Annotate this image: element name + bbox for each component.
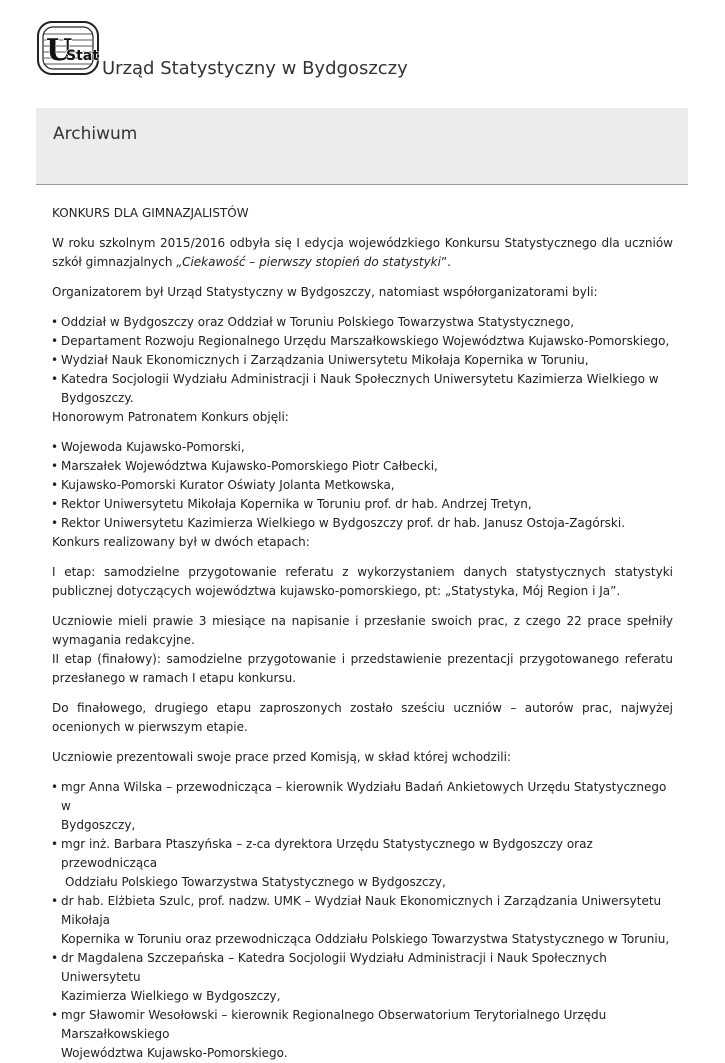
us-stat-logo-icon[interactable] <box>36 20 100 76</box>
contest-title: „Ciekawość – pierwszy stopień do statystyki <box>176 255 441 269</box>
intro-paragraph <box>52 234 673 272</box>
list-item <box>52 835 673 892</box>
intro-text: W roku szkolnym 2015/2016 odbyła się I edycja wojewódzkiego Konkursu Statystycznego dla uczniów szkół gimnazjalnych <box>52 236 673 269</box>
member-line-cont: Oddziału Polskiego Towarzystwa Statystycznego w Bydgoszczy, <box>65 875 446 889</box>
article-heading: KONKURS DLA GIMNAZJALISTÓW <box>52 206 249 220</box>
member-line: mgr inż. Barbara Ptaszyńska – z-ca dyrektora Urzędu Statystycznego w Bydgoszczy oraz przewodnicząca <box>61 837 593 870</box>
svg-text:Stat: Stat <box>66 48 99 64</box>
member-line: dr hab. Elżbieta Szulc, prof. nadzw. UMK – Wydział Nauk Ekonomicznych i Zarządzania Uniwersytetu Mikołaja <box>61 894 662 927</box>
stage-two: II etap (finałowy): samodzielne przygotowanie i przedstawienie prezentacji przygotowanego referatu przesłanego w ramach I etapu konkursu. <box>52 652 673 685</box>
patrons-list <box>52 438 673 533</box>
organizers-intro: Organizatorem był Urząd Statystyczny w Bydgoszczy, natomiast współorganizatorami byli: <box>52 285 598 299</box>
site-header <box>36 20 696 80</box>
stage-one-result: Uczniowie mieli prawie 3 miesiące na napisanie i przesłanie swoich prac, z czego 22 prace spełniły wymagania redakcyjne. <box>52 614 673 647</box>
article-content <box>52 204 673 1063</box>
list-item: • Rektor Uniwersytetu Kazimierza Wielkiego w Bydgoszczy prof. dr hab. Janusz Ostoja-Zagórski. <box>52 514 673 533</box>
member-line: mgr Anna Wilska – przewodnicząca – kierownik Wydziału Badań Ankietowych Urzędu Statystycznego w <box>61 780 667 813</box>
member-line-cont: Kopernika w Toruniu oraz przewodnicząca Oddziału Polskiego Towarzystwa Statystycznego w Toruniu, <box>61 932 670 946</box>
patronage-intro: Honorowym Patronatem Konkurs objęli: <box>52 410 289 424</box>
stage-one: I etap: samodzielne przygotowanie referatu z wykorzystaniem danych statystycznych statystyki publicznej dotyczących województwa kujawsko-pomorskiego, pt: „Statystyka, Mój Region i Ja”. <box>52 565 673 598</box>
list-item: • Wojewoda Kujawsko-Pomorski, <box>52 438 673 457</box>
list-item <box>52 949 673 1006</box>
member-line-cont: Kazimierza Wielkiego w Bydgoszczy, <box>61 989 281 1003</box>
list-item: • Katedra Socjologii Wydziału Administracji i Nauk Społecznych Uniwersytetu Kazimierza Wielkiego w Bydgoszczy. <box>52 370 673 408</box>
member-line: dr Magdalena Szczepańska – Katedra Socjologii Wydziału Administracji i Nauk Społecznych Uniwersytetu <box>61 951 607 984</box>
member-line-cont: Bydgoszczy, <box>61 818 136 832</box>
list-item: • Kujawsko-Pomorski Kurator Oświaty Jolanta Metkowska, <box>52 476 673 495</box>
list-item: • Rektor Uniwersytetu Mikołaja Kopernika w Toruniu prof. dr hab. Andrzej Tretyn, <box>52 495 673 514</box>
member-line-cont: Województwa Kujawsko-Pomorskiego. <box>61 1046 288 1060</box>
final-invite: Do finałowego, drugiego etapu zaproszonych zostało sześciu uczniów – autorów prac, najwyżej ocenionych w pierwszym etapie. <box>52 701 673 734</box>
page-title: Archiwum <box>53 124 138 144</box>
list-item <box>52 778 673 835</box>
section-band <box>36 108 688 185</box>
list-item <box>52 1006 673 1063</box>
stages-intro: Konkurs realizowany był w dwóch etapach: <box>52 535 310 549</box>
intro-tail: ”. <box>440 255 451 269</box>
list-item: • Oddział w Bydgoszczy oraz Oddział w Toruniu Polskiego Towarzystwa Statystycznego, <box>52 313 673 332</box>
list-item: • Departament Rozwoju Regionalnego Urzędu Marszałkowskiego Województwa Kujawsko-Pomorskiego, <box>52 332 673 351</box>
site-title[interactable]: Urząd Statystyczny w Bydgoszczy <box>102 58 408 79</box>
commission-list <box>52 778 673 1063</box>
co-organizers-list <box>52 313 673 408</box>
list-item <box>52 892 673 949</box>
commission-intro: Uczniowie prezentowali swoje prace przed Komisją, w skład której wchodzili: <box>52 750 512 764</box>
list-item: • Marszałek Województwa Kujawsko-Pomorskiego Piotr Całbecki, <box>52 457 673 476</box>
member-line: mgr Sławomir Wesołowski – kierownik Regionalnego Obserwatorium Terytorialnego Urzędu Marszałkowskiego <box>61 1008 607 1041</box>
svg-text:U: U <box>46 33 73 68</box>
list-item: • Wydział Nauk Ekonomicznych i Zarządzania Uniwersytetu Mikołaja Kopernika w Toruniu, <box>52 351 673 370</box>
